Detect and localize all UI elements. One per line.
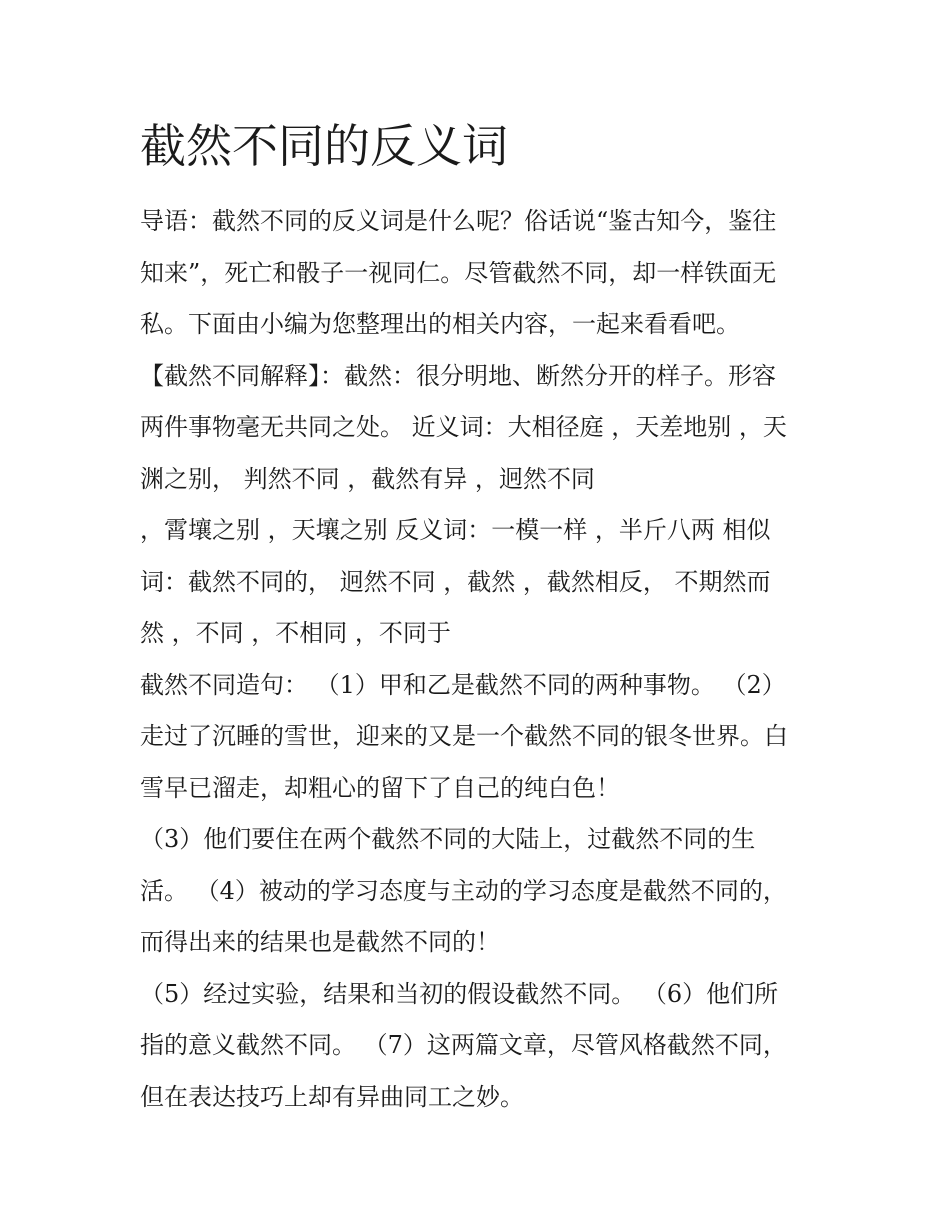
text-line: 活。 （4）被动的学习态度与主动的学习态度是截然不同的， [140,876,787,905]
text-line: 词：截然不同的， 迥然不同 ，截然 ，截然相反， 不期然而 [140,567,771,596]
text-line: 【截然不同解释】：截然：很分明地、断然分开的样子。形容 [140,361,776,390]
document-body [140,196,830,1123]
text-line: 知来”，死亡和骰子一视同仁。尽管截然不同，却一样铁面无 [140,258,777,287]
text-line: 而得出来的结果也是截然不同的！ [140,928,500,956]
text-line: 截然不同造句： （1）甲和乙是截然不同的两种事物。 （2） [140,670,786,699]
text-line: （5）经过实验，结果和当初的假设截然不同。 （6）他们所 [140,979,779,1008]
text-line: 私。下面由小编为您整理出的相关内容，一起来看看吧。 [140,310,740,338]
text-line: 两件事物毫无共同之处。 近义词：大相径庭 ，天差地别 ，天 [140,413,787,441]
text-line: 指的意义截然不同。 （7）这两篇文章，尽管风格截然不同， [140,1031,787,1059]
text-line: 雪早已溜走，却粗心的留下了自己的纯白色！ [140,773,620,802]
document-title: 截然不同的反义词 [140,119,508,173]
text-line: 走过了沉睡的雪世，迎来的又是一个截然不同的银冬世界。白 [140,722,788,750]
text-line: 但在表达技巧上却有异曲同工之妙。 [140,1082,524,1111]
text-line: （3）他们要住在两个截然不同的大陆上，过截然不同的生 [140,825,756,853]
text-line: ，霄壤之别 ，天壤之别 反义词：一模一样 ，半斤八两 相似 [140,516,771,544]
text-line: 渊之别， 判然不同 ，截然有异 ，迥然不同 [140,464,595,493]
text-line: 导语：截然不同的反义词是什么呢？俗话说“鉴古知今，鉴往 [140,207,777,235]
text-line: 然 ，不同 ，不相同 ，不同于 [140,619,451,647]
